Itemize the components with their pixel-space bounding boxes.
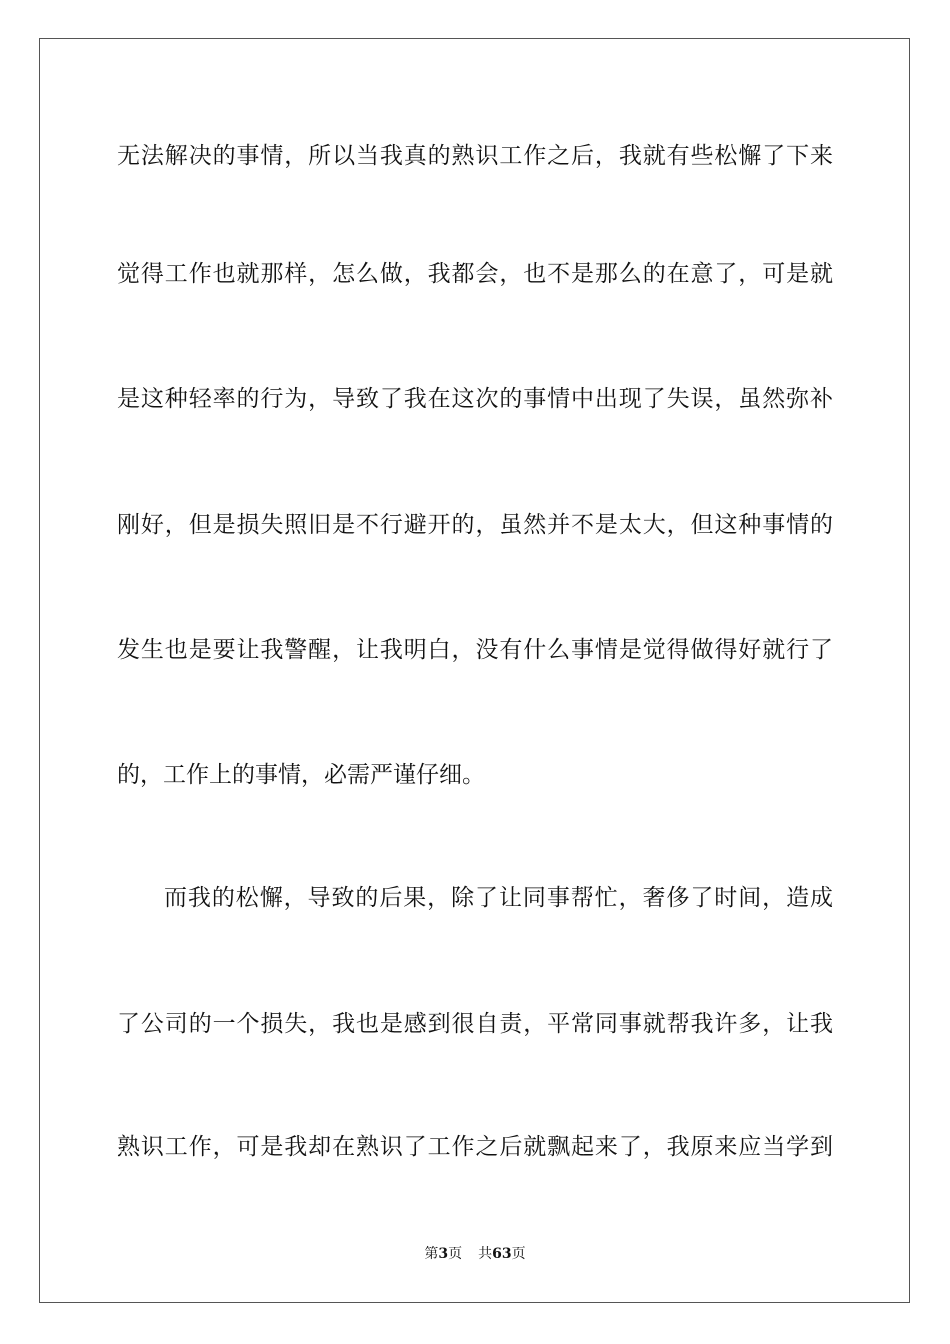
page-number: 3: [438, 1246, 449, 1262]
page-border: [39, 38, 910, 1303]
page-label-suffix: 页: [448, 1246, 463, 1262]
page-label-prefix: 第: [424, 1246, 439, 1262]
page-footer: [0, 1244, 950, 1264]
total-pages: 63: [492, 1246, 512, 1262]
text-line: 觉得工作也就那样，怎么做，我都会，也不是那么的在意了，可是就: [117, 261, 833, 287]
text-line: 刚好，但是损失照旧是不行避开的，虽然并不是太大，但这种事情的: [117, 512, 833, 538]
text-line: 发生也是要让我警醒，让我明白，没有什么事情是觉得做得好就行了: [117, 637, 833, 663]
text-line: 无法解决的事情，所以当我真的熟识工作之后，我就有些松懈了下来: [117, 143, 833, 169]
paragraph-first-line: 而我的松懈，导致的后果，除了让同事帮忙，奢侈了时间，造成: [164, 885, 833, 911]
text-line: 了公司的一个损失，我也是感到很自责，平常同事就帮我许多，让我: [117, 1011, 833, 1037]
text-line: 的，工作上的事情，必需严谨仔细。: [117, 762, 485, 788]
text-line: 熟识工作，可是我却在熟识了工作之后就飘起来了，我原来应当学到: [117, 1134, 833, 1160]
text-line: 是这种轻率的行为，导致了我在这次的事情中出现了失误，虽然弥补: [117, 386, 833, 412]
total-label-suffix: 页: [511, 1246, 526, 1262]
total-label-prefix: 共: [478, 1246, 493, 1262]
